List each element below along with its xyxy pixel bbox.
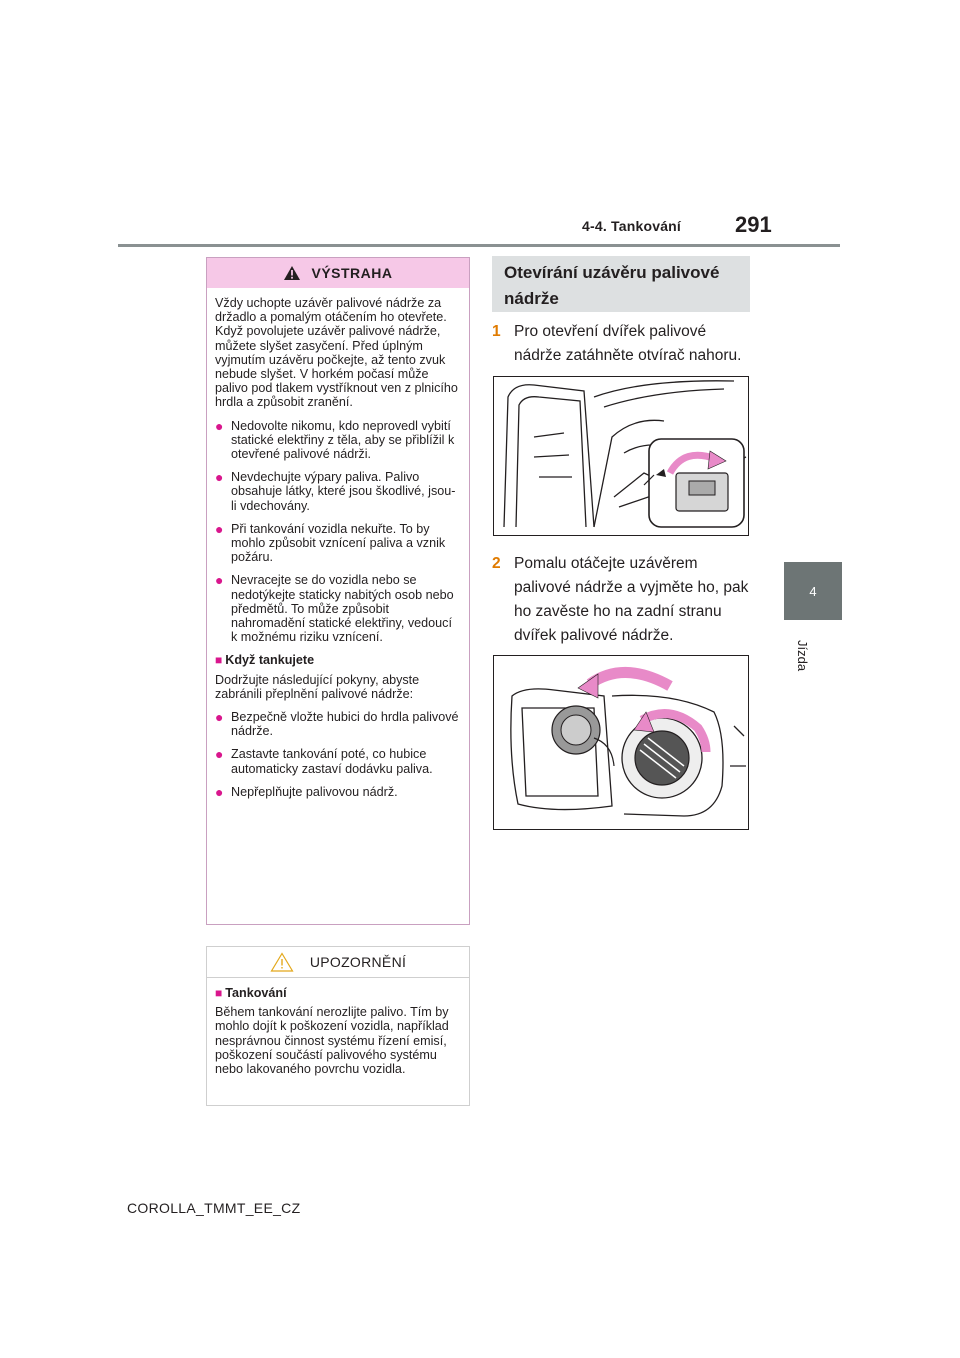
chapter-title (786, 640, 816, 700)
warning-bullet (215, 522, 461, 565)
warning-header (207, 258, 469, 288)
bullet-text: Nevracejte se do vozidla nebo se nedotýkejte staticky nabitých osob nebo předmětů. To může způsobit nahromadění statické elektřiny, vedoucí k možnému riziku vznícení. (231, 573, 454, 645)
warning-intro (215, 296, 461, 410)
bullet-dot-icon: ● (215, 572, 224, 589)
step-number: 2 (492, 555, 501, 572)
warning-title: VÝSTRAHA (311, 265, 393, 281)
warning-subheading-text: Když tankujete (225, 653, 315, 668)
notice-subheading (215, 986, 461, 1000)
page-number: 291 (735, 212, 772, 237)
bullet-text: Bezpečně vložte hubici do hrdla palivové nádrže. (231, 710, 459, 739)
warning-sub-bullet (215, 747, 461, 775)
warning-sub-bullet (215, 785, 461, 799)
bullet-dot-icon: ● (215, 746, 224, 763)
warning-sub-text: Dodržujte následující pokyny, abyste zabránili přeplnění palivové nádrže: (215, 672, 420, 701)
fuel-door-opener-illustration (494, 377, 748, 535)
warning-bullet (215, 419, 461, 462)
warning-body (207, 288, 469, 814)
bullet-dot-icon: ● (215, 520, 224, 537)
bullet-text: Při tankování vozidla nekuřte. To by mohlo způsobit vznícení paliva a vznik požáru. (231, 521, 446, 565)
bullet-dot-icon: ● (215, 709, 224, 726)
notice-body (207, 978, 469, 1091)
notice-header (207, 947, 469, 978)
step-text: Pro otevření dvířek palivové nádrže zatáhněte otvírač nahoru. (514, 323, 742, 364)
section-heading: Otevírání uzávěru palivové nádrže (492, 256, 750, 312)
bullet-text: Nedovolte nikomu, kdo neprovedl vybití statické elektřiny z těla, aby se přiblížil k otevřené palivové nádrži. (231, 418, 455, 462)
footer-document-code: COROLLA_TMMT_EE_CZ (127, 1200, 301, 1216)
notice-subheading-text: Tankování (225, 986, 287, 1000)
step-text: Pomalu otáčejte uzávěrem palivové nádrže a vyjměte ho, pak ho zavěste ho na zadní stranu dvířek palivové nádrže. (514, 555, 749, 644)
warning-box (206, 257, 470, 925)
warning-subheading (215, 653, 461, 667)
notice-text: Během tankování nerozlijte palivo. Tím by mohlo dojít k poškození vozidla, například nesprávnou činnost systému řízení emisí, poškození součástí palivového systému nebo lakovaného povrchu vozidla. (215, 1005, 449, 1077)
fuel-cap-removal-illustration (494, 656, 748, 829)
warning-triangle-icon (283, 265, 301, 281)
section-label: 4-4. Tankování (582, 218, 682, 234)
warning-bullet (215, 470, 461, 513)
notice-title: UPOZORNĚNÍ (309, 954, 407, 970)
warning-intro-line: Vždy uchopte uzávěr palivové nádrže za držadlo a pomalým otáčením ho otevřete. (215, 296, 447, 325)
bullet-text: Zastavte tankování poté, co hubice automaticky zastaví dodávku paliva. (231, 747, 433, 776)
bullet-text: Nevdechujte výpary paliva. Palivo obsahuje látky, které jsou škodlivé, jsou-li vdechovány. (231, 470, 456, 513)
header-rule (118, 244, 840, 247)
bullet-dot-icon: ● (215, 469, 224, 486)
notice-box (206, 946, 470, 1106)
figure-fuel-door-opener (493, 376, 749, 536)
square-bullet-icon: ■ (215, 986, 223, 1000)
warning-bullet (215, 573, 461, 644)
bullet-dot-icon: ● (215, 783, 224, 800)
figure-fuel-cap-removal (493, 655, 749, 830)
bullet-dot-icon: ● (215, 417, 224, 434)
caution-triangle-icon (270, 952, 294, 972)
square-bullet-icon: ■ (215, 653, 223, 668)
step-number: 1 (492, 323, 501, 340)
warning-intro-line-2: Když povolujete uzávěr palivové nádrže, můžete slyšet zasyčení. Před úplným vyjmutím uzávěru počkejte, až tento zvuk nebude slyšet. V horkém počasí může palivo pod tlakem vystříknout ven z plnicího hrdla a způsobit zranění. (215, 324, 458, 410)
chapter-number: 4 (809, 583, 817, 599)
warning-sub-bullet (215, 710, 461, 738)
bullet-text: Nepřeplňujte palivovou nádrž. (231, 784, 398, 799)
chapter-title-text: Jízda (795, 640, 810, 672)
chapter-tab (784, 562, 842, 620)
